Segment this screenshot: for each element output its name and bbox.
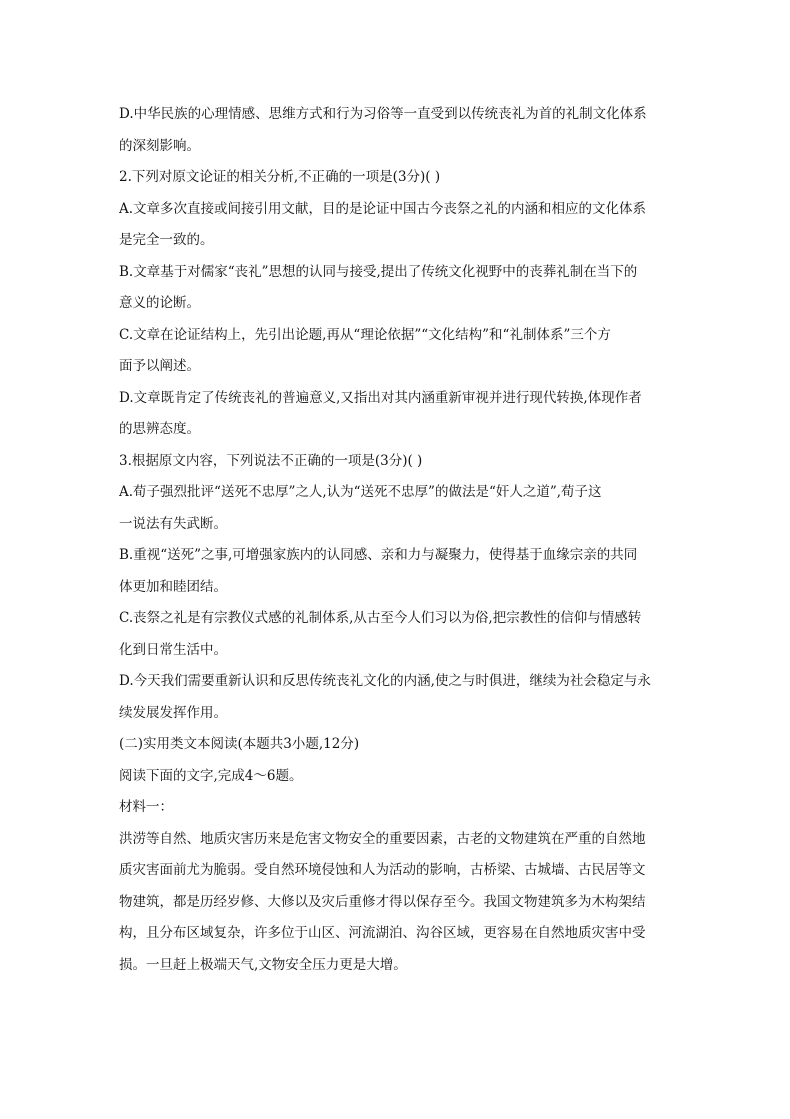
text-line: 一说法有失武断。 bbox=[119, 515, 227, 532]
text-line: 阅读下面的文字,完成4～6题。 bbox=[119, 767, 303, 784]
text-line: A.荀子强烈批评“送死不忠厚”之人,认为“送死不忠厚”的做法是“奸人之道”,荀子这 bbox=[119, 484, 602, 500]
text-line: B.重视“送死”之事,可增强家族内的认同感、亲和力与凝聚力，使得基于血缘宗亲的共同 bbox=[119, 547, 638, 563]
text-line: (二)实用类文本阅读(本题共3小题,12分) bbox=[119, 736, 360, 752]
text-line: 面予以阐述。 bbox=[119, 358, 200, 374]
text-line: A.文章多次直接或间接引用文献，目的是论证中国古今丧祭之礼的内涵和相应的文化体系 bbox=[119, 200, 647, 217]
text-line: 是完全一致的。 bbox=[119, 232, 214, 248]
text-line: 构，且分布区域复杂，许多位于山区、河流湖泊、沟谷区域，更容易在自然地质灾害中受 bbox=[119, 925, 646, 941]
text-line: D.中华民族的心理情感、思维方式和行为习俗等一直受到以传统丧礼为首的礼制文化体系 bbox=[119, 106, 647, 122]
text-line: 的深刻影响。 bbox=[119, 137, 200, 154]
text-line: 材料一： bbox=[119, 799, 173, 815]
text-line: 损。一旦赶上极端天气,文物安全压力更是大增。 bbox=[119, 956, 407, 973]
text-line: 质灾害面前尤为脆弱。受自然环境侵蚀和人为活动的影响，古桥梁、古城墙、古民居等文 bbox=[119, 862, 646, 878]
text-line: 物建筑，都是历经岁修、大修以及灾后重修才得以保存至今。我国文物建筑多为木构架结 bbox=[119, 893, 646, 910]
text-line: 洪涝等自然、地质灾害历来是危害文物安全的重要因素，古老的文物建筑在严重的自然地 bbox=[119, 830, 646, 847]
text-line: 的思辨态度。 bbox=[119, 421, 200, 437]
text-line: 意义的论断。 bbox=[119, 295, 200, 311]
document-body bbox=[119, 99, 679, 981]
text-line: 体更加和睦团结。 bbox=[119, 578, 227, 595]
text-line: C.文章在论证结构上，先引出论题,再从“理论依据”“文化结构”和“礼制体系”三个方 bbox=[119, 326, 611, 343]
text-line: B.文章基于对儒家“丧礼”思想的认同与接受,提出了传统文化视野中的丧葬礼制在当下的 bbox=[119, 263, 638, 280]
text-line: C.丧祭之礼是有宗教仪式感的礼制体系,从古至今人们习以为俗,把宗教性的信仰与情感转 bbox=[119, 610, 642, 626]
text-line: 3.根据原文内容，下列说法不正确的一项是(3分)( ) bbox=[119, 452, 423, 469]
text-line: D.今天我们需要重新认识和反思传统丧礼文化的内涵,使之与时俱进，继续为社会稳定与永 bbox=[119, 673, 651, 689]
text-line: D.文章既肯定了传统丧礼的普遍意义,又指出对其内涵重新审视并进行现代转换,体现作者 bbox=[119, 389, 642, 406]
text-line: 化到日常生活中。 bbox=[119, 641, 227, 658]
text-line: 2.下列对原文论证的相关分析,不正确的一项是(3分)( ) bbox=[119, 169, 441, 185]
text-line: 续发展发挥作用。 bbox=[119, 704, 227, 721]
